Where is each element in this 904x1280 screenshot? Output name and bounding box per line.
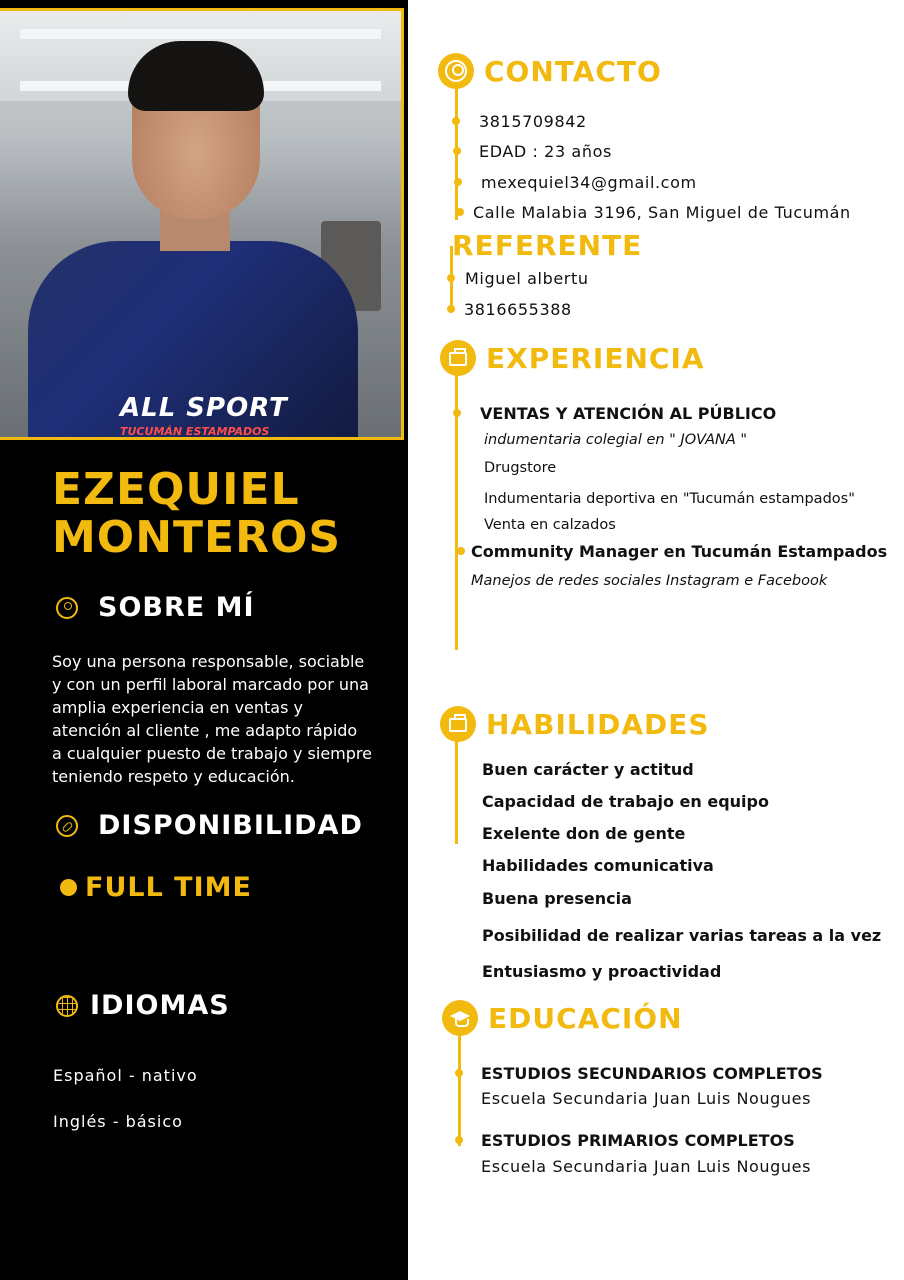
contact-address: Calle Malabia 3196, San Miguel de Tucumán: [473, 203, 851, 222]
globe-icon: [56, 995, 78, 1017]
skills-timeline: [455, 724, 458, 844]
link-icon: [56, 815, 78, 837]
briefcase-icon: [440, 706, 476, 742]
bullet-icon: [453, 147, 461, 155]
bullet-icon: [455, 1136, 463, 1144]
availability-title: DISPONIBILIDAD: [98, 810, 363, 841]
contact-age: EDAD : 23 años: [479, 142, 612, 161]
job-detail: indumentaria colegial en " JOVANA ": [484, 432, 748, 448]
about-heading: [56, 592, 255, 623]
language-item: Español - nativo: [53, 1066, 198, 1085]
availability-heading: [56, 810, 363, 841]
experience-heading: [440, 340, 705, 376]
experience-title: EXPERIENCIA: [486, 341, 705, 375]
experience-timeline: [455, 358, 458, 650]
job-detail: Venta en calzados: [484, 517, 616, 533]
skill-item: Habilidades comunicativa: [482, 856, 714, 875]
skill-item: Capacidad de trabajo en equipo: [482, 792, 769, 811]
availability-text: FULL TIME: [85, 872, 252, 903]
bullet-icon: [447, 305, 455, 313]
referent-title: REFERENTE: [452, 229, 643, 262]
bullet-icon: [454, 178, 462, 186]
education-school: Escuela Secundaria Juan Luis Nougues: [481, 1089, 812, 1108]
job-detail: Indumentaria deportiva en "Tucumán estampados": [484, 491, 855, 507]
education-degree: ESTUDIOS PRIMARIOS COMPLETOS: [481, 1131, 795, 1150]
photo-hair: [128, 41, 264, 111]
contact-email: mexequiel34@gmail.com: [481, 173, 697, 192]
person-icon: [56, 597, 78, 619]
last-name: MONTEROS: [52, 512, 342, 563]
skill-item: Buen carácter y actitud: [482, 760, 694, 779]
full-name: [52, 466, 341, 562]
bullet-icon: [60, 879, 77, 896]
photo-shirt-text: ALL SPORT: [120, 393, 288, 423]
contact-timeline: [455, 70, 458, 220]
education-school: Escuela Secundaria Juan Luis Nougues: [481, 1157, 812, 1176]
contact-title: CONTACTO: [484, 54, 662, 88]
referent-name: Miguel albertu: [465, 269, 589, 288]
about-text: Soy una persona responsable, sociable y con un perfil laboral marcado por una amplia experiencia en ventas y atención al cliente , me adapto rápido a cualquier puesto de trabajo y siempre teniendo respeto y educación.: [52, 652, 372, 786]
skill-item: Entusiasmo y proactividad: [482, 962, 722, 981]
bullet-icon: [455, 1069, 463, 1077]
education-heading: [442, 1000, 683, 1036]
education-timeline: [458, 1018, 461, 1146]
photo-beam: [20, 29, 381, 39]
photo-shirt-subtext: TUCUMÁN ESTAMPADOS: [120, 425, 270, 438]
education-degree: ESTUDIOS SECUNDARIOS COMPLETOS: [481, 1064, 823, 1083]
contact-phone: 3815709842: [479, 112, 587, 131]
graduation-cap-icon: [442, 1000, 478, 1036]
bullet-icon: [447, 274, 455, 282]
first-name: EZEQUIEL: [52, 464, 300, 515]
job-title: Community Manager en Tucumán Estampados: [471, 542, 888, 561]
job-detail: Manejos de redes sociales Instagram e Facebook: [471, 573, 828, 589]
skill-item: Exelente don de gente: [482, 824, 686, 843]
languages-title: IDIOMAS: [90, 990, 230, 1021]
skill-item: Posibilidad de realizar varias tareas a la vez: [482, 926, 882, 945]
briefcase-icon: [440, 340, 476, 376]
profile-photo: [0, 8, 404, 440]
language-item: Inglés - básico: [53, 1112, 183, 1131]
education-title: EDUCACIÓN: [488, 1001, 683, 1035]
person-icon: [438, 53, 474, 89]
bullet-icon: [452, 117, 460, 125]
job-detail: Drugstore: [484, 460, 557, 476]
referent-phone: 3816655388: [464, 300, 572, 319]
bullet-icon: [456, 208, 464, 216]
about-title: SOBRE MÍ: [98, 592, 255, 623]
skills-title: HABILIDADES: [486, 707, 710, 741]
contact-heading: [438, 53, 662, 89]
skill-item: Buena presencia: [482, 889, 632, 908]
bullet-icon: [453, 409, 461, 417]
availability-value: [60, 872, 252, 903]
skills-heading: [440, 706, 710, 742]
left-panel: [0, 0, 408, 1280]
bullet-icon: [457, 547, 465, 555]
job-title: VENTAS Y ATENCIÓN AL PÚBLICO: [480, 404, 777, 423]
languages-heading: [56, 990, 230, 1021]
